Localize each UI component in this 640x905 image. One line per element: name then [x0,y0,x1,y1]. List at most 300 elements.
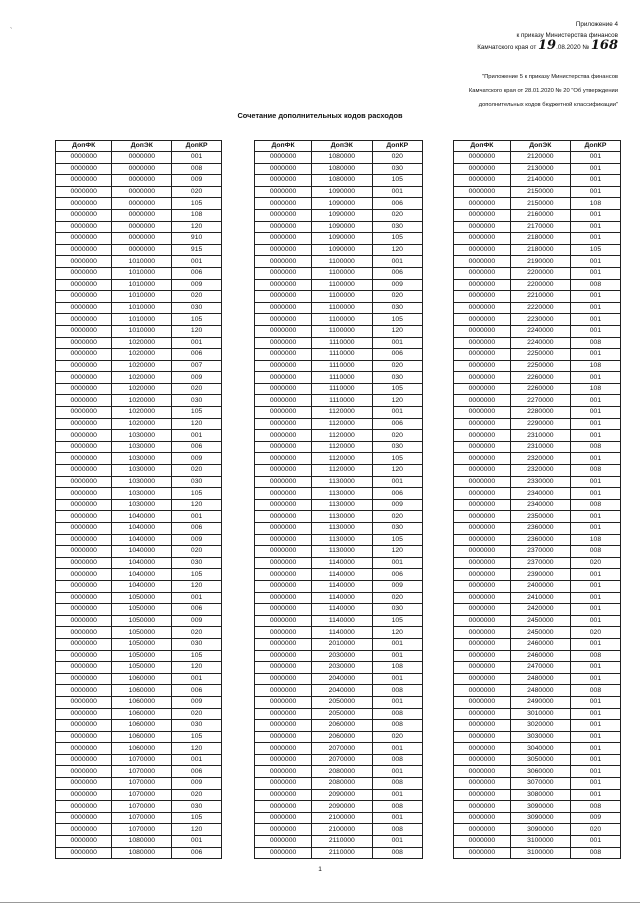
table-cell: 3070000 [510,778,570,790]
table-cell: 1060000 [112,720,172,732]
table-cell: 006 [172,604,222,616]
table-cell: 0000000 [255,534,312,546]
table-row [56,233,222,245]
table-cell: 105 [172,488,222,500]
table-cell: 001 [570,615,620,627]
table-cell: 0000000 [56,209,112,221]
table-cell: 3010000 [510,708,570,720]
table-cell: 105 [372,314,422,326]
table-cell: 1140000 [312,580,372,592]
table-cell: 0000000 [454,499,511,511]
table-cell: 1010000 [112,302,172,314]
table-row [56,604,222,616]
table-row [255,511,423,523]
table-cell: 0000000 [56,743,112,755]
table-cell: 0000000 [454,221,511,233]
table-cell: 2200000 [510,279,570,291]
table-row [255,557,423,569]
table-cell: 1010000 [112,314,172,326]
table-cell: 2090000 [312,801,372,813]
column-header: ДопФК [255,141,312,152]
table-row [56,488,222,500]
scan-edge-line [0,902,640,903]
table-cell: 001 [570,430,620,442]
table-cell: 1100000 [312,279,372,291]
table-row [454,778,621,790]
table-row [255,754,423,766]
table-cell: 0000000 [112,233,172,245]
table-row [255,430,423,442]
table-cell: 1080000 [112,847,172,859]
table-cell: 1120000 [312,465,372,477]
table-row [56,291,222,303]
table-cell: 108 [570,534,620,546]
page-number: 1 [318,866,322,873]
table-row [454,638,621,650]
table-cell: 120 [372,395,422,407]
table-row [56,754,222,766]
table-cell: 030 [372,604,422,616]
table-row [255,615,423,627]
table-cell: 009 [372,580,422,592]
handwritten-day: 19 [538,38,557,53]
table-cell: 001 [372,812,422,824]
table-cell: 0000000 [255,801,312,813]
table-row [454,824,621,836]
table-row [255,766,423,778]
table-row [454,244,621,256]
table-cell: 030 [172,302,222,314]
table-row [454,580,621,592]
table-row [56,407,222,419]
table-row [255,696,423,708]
table-cell: 030 [372,441,422,453]
table-cell: 008 [372,754,422,766]
table-cell: 1140000 [312,627,372,639]
table-row [255,256,423,268]
table-cell: 0000000 [255,407,312,419]
table-cell: 006 [372,198,422,210]
table-cell: 001 [570,302,620,314]
table-cell: 2170000 [510,221,570,233]
table-cell: 0000000 [56,337,112,349]
table-cell: 0000000 [56,291,112,303]
table-cell: 001 [372,696,422,708]
table-cell: 1100000 [312,267,372,279]
table-row [255,360,423,372]
table-cell: 1040000 [112,523,172,535]
table-cell: 020 [372,152,422,164]
table-cell: 0000000 [255,360,312,372]
table-cell: 2460000 [510,650,570,662]
table-row [56,314,222,326]
table-row [255,395,423,407]
table-cell: 006 [372,418,422,430]
table-row [255,407,423,419]
table-cell: 1030000 [112,441,172,453]
table-cell: 0000000 [56,163,112,175]
table-cell: 020 [372,209,422,221]
table-cell: 1090000 [312,186,372,198]
table-cell: 1030000 [112,499,172,511]
table-cell: 2320000 [510,465,570,477]
table-row [255,650,423,662]
table-cell: 0000000 [255,720,312,732]
table-cell: 006 [172,267,222,279]
table-cell: 0000000 [255,221,312,233]
table-cell: 2030000 [312,662,372,674]
table-cell: 2260000 [510,383,570,395]
table-cell: 2100000 [312,824,372,836]
table-row [454,789,621,801]
table-cell: 0000000 [56,685,112,697]
table-cell: 1100000 [312,302,372,314]
table-cell: 1020000 [112,337,172,349]
table-cell: 008 [372,801,422,813]
table-cell: 1010000 [112,267,172,279]
table-row [56,731,222,743]
table-cell: 3090000 [510,801,570,813]
table-cell: 0000000 [112,221,172,233]
table-cell: 0000000 [454,325,511,337]
table-cell: 108 [372,662,422,674]
table-cell: 0000000 [56,186,112,198]
table-row [454,383,621,395]
table-cell: 1140000 [312,569,372,581]
table-cell: 1040000 [112,511,172,523]
table-cell: 0000000 [255,163,312,175]
table-cell: 1110000 [312,395,372,407]
table-cell: 0000000 [454,557,511,569]
table-cell: 3080000 [510,789,570,801]
table-row [56,499,222,511]
table-cell: 0000000 [454,186,511,198]
table-cell: 0000000 [255,812,312,824]
table-row [56,418,222,430]
table-cell: 008 [570,499,620,511]
table-row [454,349,621,361]
table-cell: 1120000 [312,441,372,453]
table-cell: 020 [172,291,222,303]
column-header: ДопЭК [312,141,372,152]
table-row [454,766,621,778]
table-cell: 0000000 [255,279,312,291]
table-cell: 0000000 [56,696,112,708]
table-cell: 001 [570,314,620,326]
table-cell: 0000000 [454,580,511,592]
table-cell: 0000000 [454,789,511,801]
table-row [255,812,423,824]
table-row [255,314,423,326]
table-row [255,580,423,592]
table-cell: 0000000 [454,198,511,210]
table-row [454,186,621,198]
table-cell: 1010000 [112,279,172,291]
amendment-line-3: дополнительных кодов бюджетной классификации" [478,102,618,108]
table-row [56,569,222,581]
table-row [255,720,423,732]
table-cell: 001 [570,325,620,337]
table-cell: 2120000 [510,152,570,164]
table-cell: 2060000 [312,731,372,743]
table-cell: 1100000 [312,256,372,268]
table-cell: 2280000 [510,407,570,419]
table-cell: 0000000 [56,372,112,384]
table-cell: 1040000 [112,534,172,546]
table-row [255,523,423,535]
table-cell: 0000000 [56,314,112,326]
table-cell: 0000000 [255,685,312,697]
table-row [454,592,621,604]
table-row [255,267,423,279]
table-cell: 020 [172,708,222,720]
table-cell: 0000000 [255,337,312,349]
table-cell: 0000000 [56,766,112,778]
table-cell: 0000000 [454,453,511,465]
table-cell: 006 [172,523,222,535]
table-cell: 001 [570,720,620,732]
table-row [454,488,621,500]
table-row [56,534,222,546]
table-cell: 030 [172,638,222,650]
table-row [454,650,621,662]
table-cell: 001 [570,453,620,465]
table-cell: 0000000 [56,615,112,627]
table-cell: 1090000 [312,198,372,210]
table-cell: 001 [570,662,620,674]
table-cell: 0000000 [112,152,172,164]
table-cell: 0000000 [454,233,511,245]
table-cell: 0000000 [454,418,511,430]
table-row [56,198,222,210]
table-row [255,418,423,430]
table-cell: 2080000 [312,778,372,790]
table-cell: 009 [372,279,422,291]
table-cell: 001 [172,836,222,848]
table-cell: 001 [570,407,620,419]
table-cell: 1060000 [112,673,172,685]
table-cell: 0000000 [454,291,511,303]
table-cell: 030 [372,163,422,175]
table-row [56,279,222,291]
column-header: ДопКР [372,141,422,152]
table-row [56,476,222,488]
table-cell: 2270000 [510,395,570,407]
table-cell: 1080000 [312,175,372,187]
table-row [56,337,222,349]
table-cell: 0000000 [255,627,312,639]
table-cell: 001 [570,209,620,221]
table-cell: 1130000 [312,511,372,523]
table-cell: 0000000 [255,754,312,766]
table-row [454,152,621,164]
table-cell: 105 [172,198,222,210]
table-cell: 1030000 [112,453,172,465]
table-cell: 0000000 [255,488,312,500]
table-cell: 006 [372,488,422,500]
table-cell: 0000000 [255,314,312,326]
table-row [56,441,222,453]
table-cell: 0000000 [255,267,312,279]
table-cell: 020 [372,430,422,442]
table-row [255,175,423,187]
table-cell: 020 [172,546,222,558]
table-cell: 008 [372,824,422,836]
codes-table-2 [254,140,423,859]
table-cell: 1070000 [112,801,172,813]
table-cell: 001 [372,186,422,198]
table-cell: 008 [372,685,422,697]
table-cell: 009 [172,175,222,187]
table-cell: 020 [372,731,422,743]
handwritten-order-number: 168 [590,38,618,53]
table-row [56,349,222,361]
table-cell: 0000000 [255,523,312,535]
table-cell: 0000000 [454,175,511,187]
table-cell: 0000000 [56,465,112,477]
table-cell: 0000000 [454,696,511,708]
table-cell: 1020000 [112,349,172,361]
table-row [56,465,222,477]
table-cell: 1050000 [112,662,172,674]
table-row [454,569,621,581]
table-row [255,163,423,175]
table-cell: 0000000 [56,638,112,650]
table-cell: 0000000 [56,569,112,581]
table-cell: 0000000 [56,175,112,187]
table-cell: 001 [570,731,620,743]
table-cell: 030 [172,476,222,488]
table-cell: 0000000 [454,604,511,616]
table-row [56,325,222,337]
table-cell: 2070000 [312,754,372,766]
table-cell: 1020000 [112,418,172,430]
table-cell: 2390000 [510,569,570,581]
table-cell: 006 [172,349,222,361]
table-cell: 009 [570,812,620,824]
table-cell: 1010000 [112,325,172,337]
table-cell: 0000000 [255,186,312,198]
table-row [56,627,222,639]
table-cell: 0000000 [255,430,312,442]
table-row [255,546,423,558]
table-row [454,337,621,349]
table-cell: 1140000 [312,615,372,627]
table-cell: 0000000 [56,302,112,314]
table-cell: 0000000 [56,395,112,407]
table-row [255,824,423,836]
table-cell: 3020000 [510,720,570,732]
table-cell: 0000000 [454,523,511,535]
table-row [56,221,222,233]
table-row [255,465,423,477]
table-row [56,847,222,859]
table-cell: 0000000 [56,789,112,801]
table-row [454,175,621,187]
table-cell: 0000000 [454,754,511,766]
table-cell: 0000000 [56,325,112,337]
table-cell: 009 [172,453,222,465]
table-cell: 0000000 [255,569,312,581]
table-cell: 1070000 [112,789,172,801]
table-cell: 030 [172,395,222,407]
table-header-row [255,141,423,152]
table-row [454,696,621,708]
header-line-3 [477,38,618,54]
table-cell: 120 [172,824,222,836]
table-cell: 001 [570,836,620,848]
table-cell: 0000000 [454,349,511,361]
table-row [454,221,621,233]
table-row [56,557,222,569]
table-cell: 1100000 [312,291,372,303]
table-row [56,743,222,755]
table-cell: 2470000 [510,662,570,674]
table-cell: 105 [372,233,422,245]
table-cell: 0000000 [454,685,511,697]
table-row [454,291,621,303]
table-cell: 0000000 [56,708,112,720]
table-cell: 2360000 [510,523,570,535]
table-cell: 009 [172,372,222,384]
table-cell: 120 [172,662,222,674]
table-row [56,175,222,187]
table-row [454,209,621,221]
table-cell: 0000000 [255,209,312,221]
table-row [454,801,621,813]
table-cell: 001 [172,592,222,604]
table-cell: 001 [172,511,222,523]
table-cell: 2480000 [510,673,570,685]
table-cell: 1070000 [112,812,172,824]
table-cell: 001 [570,186,620,198]
table-cell: 2410000 [510,592,570,604]
table-cell: 008 [570,337,620,349]
table-cell: 1120000 [312,418,372,430]
table-cell: 2040000 [312,673,372,685]
table-cell: 0000000 [56,407,112,419]
table-cell: 001 [570,743,620,755]
table-cell: 3090000 [510,824,570,836]
table-row [56,812,222,824]
table-cell: 0000000 [255,418,312,430]
table-cell: 0000000 [255,152,312,164]
table-cell: 2450000 [510,627,570,639]
table-cell: 1060000 [112,708,172,720]
table-cell: 0000000 [56,360,112,372]
table-cell: 1060000 [112,685,172,697]
table-cell: 0000000 [56,662,112,674]
table-row [454,453,621,465]
table-cell: 0000000 [56,523,112,535]
table-cell: 030 [172,720,222,732]
table-cell: 0000000 [255,650,312,662]
table-cell: 915 [172,244,222,256]
table-cell: 006 [172,847,222,859]
table-cell: 2350000 [510,511,570,523]
table-cell: 1040000 [112,546,172,558]
table-cell: 001 [570,152,620,164]
table-cell: 008 [372,708,422,720]
table-cell: 1110000 [312,337,372,349]
table-row [454,812,621,824]
table-cell: 120 [172,325,222,337]
table-cell: 009 [172,778,222,790]
table-row [255,291,423,303]
table-cell: 1070000 [112,766,172,778]
scan-speck: ` [10,28,13,35]
table-row [56,302,222,314]
